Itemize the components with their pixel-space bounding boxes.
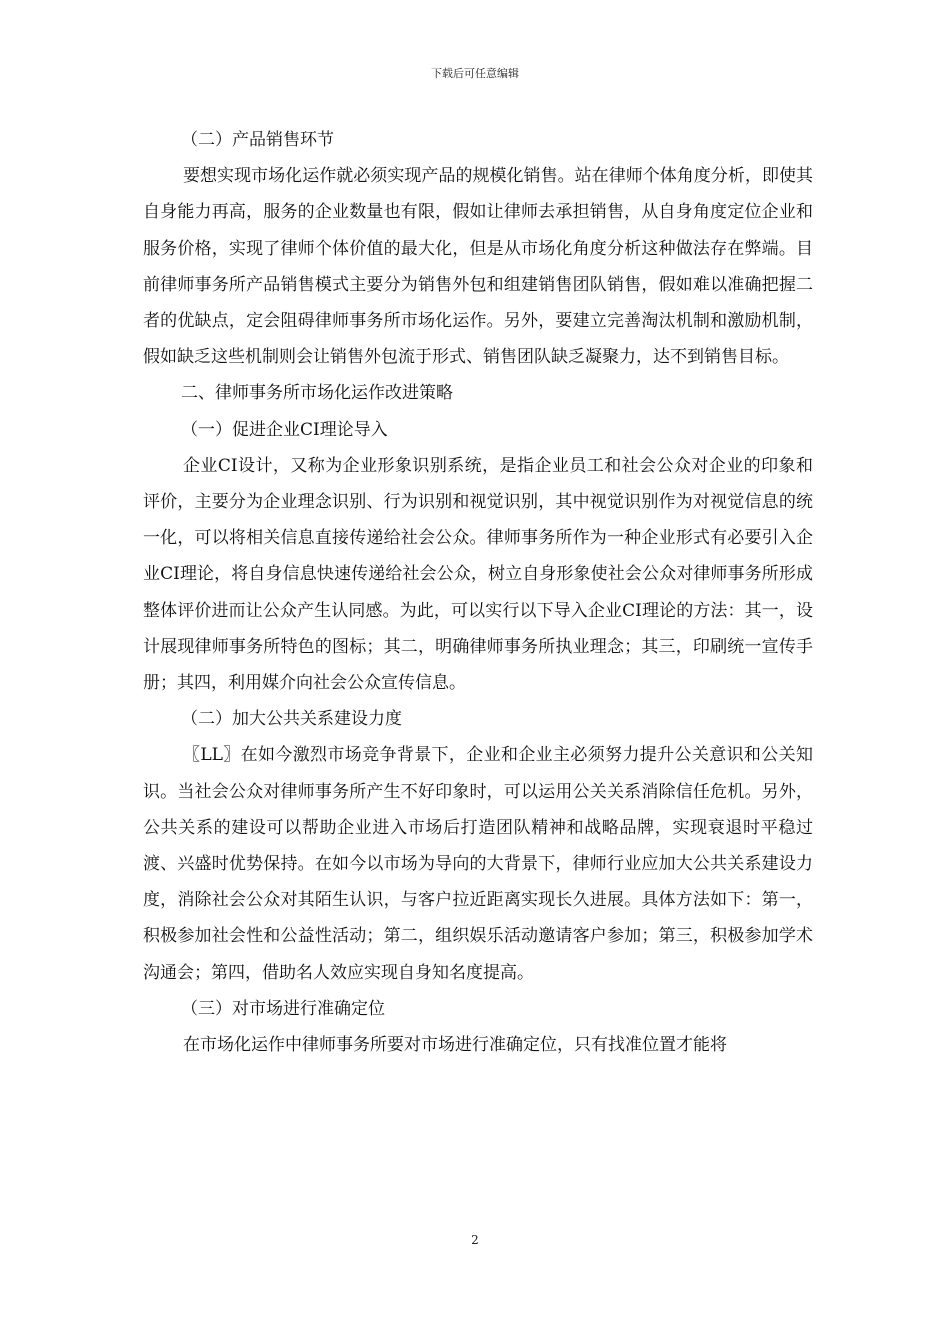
document-body <box>143 122 813 1063</box>
paragraph-ci-theory: 企业CI设计，又称为企业形象识别系统，是指企业员工和社会公众对企业的印象和评价，主要分为企业理念识别、行为识别和视觉识别，其中视觉识别作为对视觉信息的统一化，可以将相关信息直接传递给社会公众。律师事务所作为一种企业形式有必要引入企业CI理论，将自身信息快速传递给社会公众，树立自身形象使社会公众对律师事务所形成整体评价进而让公众产生认同感。为此，可以实行以下导入企业CI理论的方法：其一，设计展现律师事务所特色的图标；其二，明确律师事务所执业理念；其三，印刷统一宣传手册；其四，利用媒介向社会公众宣传信息。 <box>143 455 813 694</box>
section-heading-ci-theory: （一）促进企业CI理论导入 <box>181 419 388 440</box>
section-heading-product-sales: （二）产品销售环节 <box>181 130 334 150</box>
chapter-heading-improvement-strategy: 二、律师事务所市场化运作改进策略 <box>181 383 453 404</box>
paragraph-public-relations: 〖LL〗在如今激烈市场竞争背景下，企业和企业主必须努力提升公关意识和公关知识。当社会公众对律师事务所产生不好印象时，可以运用公关关系消除信任危机。另外，公共关系的建设可以帮助企业进入市场后打造团队精神和战略品牌，实现衰退时平稳过渡、兴盛时优势保持。在如今以市场为导向的大背景下，律师行业应加大公共关系建设力度，消除社会公众对其陌生认识，与客户拉近距离实现长久进展。具体方法如下：第一，积极参加社会性和公益性活动；第二，组织娱乐活动邀请客户参加；第三，积极参加学术沟通会；第四，借助名人效应实现自身知名度提高。 <box>143 745 813 983</box>
section-heading-public-relations: （二）加大公共关系建设力度 <box>181 709 402 730</box>
page-header: 下载后可任意编辑 <box>431 67 519 80</box>
page-number: 2 <box>471 1233 479 1247</box>
section-heading-market-positioning: （三）对市场进行准确定位 <box>181 998 385 1019</box>
paragraph-product-sales: 要想实现市场化运作就必须实现产品的规模化销售。站在律师个体角度分析，即使其自身能力再高，服务的企业数量也有限，假如让律师去承担销售，从自身角度定位企业和服务价格，实现了律师个体价值的最大化，但是从市场化角度分析这种做法存在弊端。目前律师事务所产品销售模式主要分为销售外包和组建销售团队销售，假如难以准确把握二者的优缺点，定会阻碍律师事务所市场化运作。另外，要建立完善淘汰机制和激励机制，假如缺乏这些机制则会让销售外包流于形式、销售团队缺乏凝聚力，达不到销售目标。 <box>143 166 813 368</box>
paragraph-market-positioning: 在市场化运作中律师事务所要对市场进行准确定位，只有找准位置才能将 <box>183 1035 727 1056</box>
